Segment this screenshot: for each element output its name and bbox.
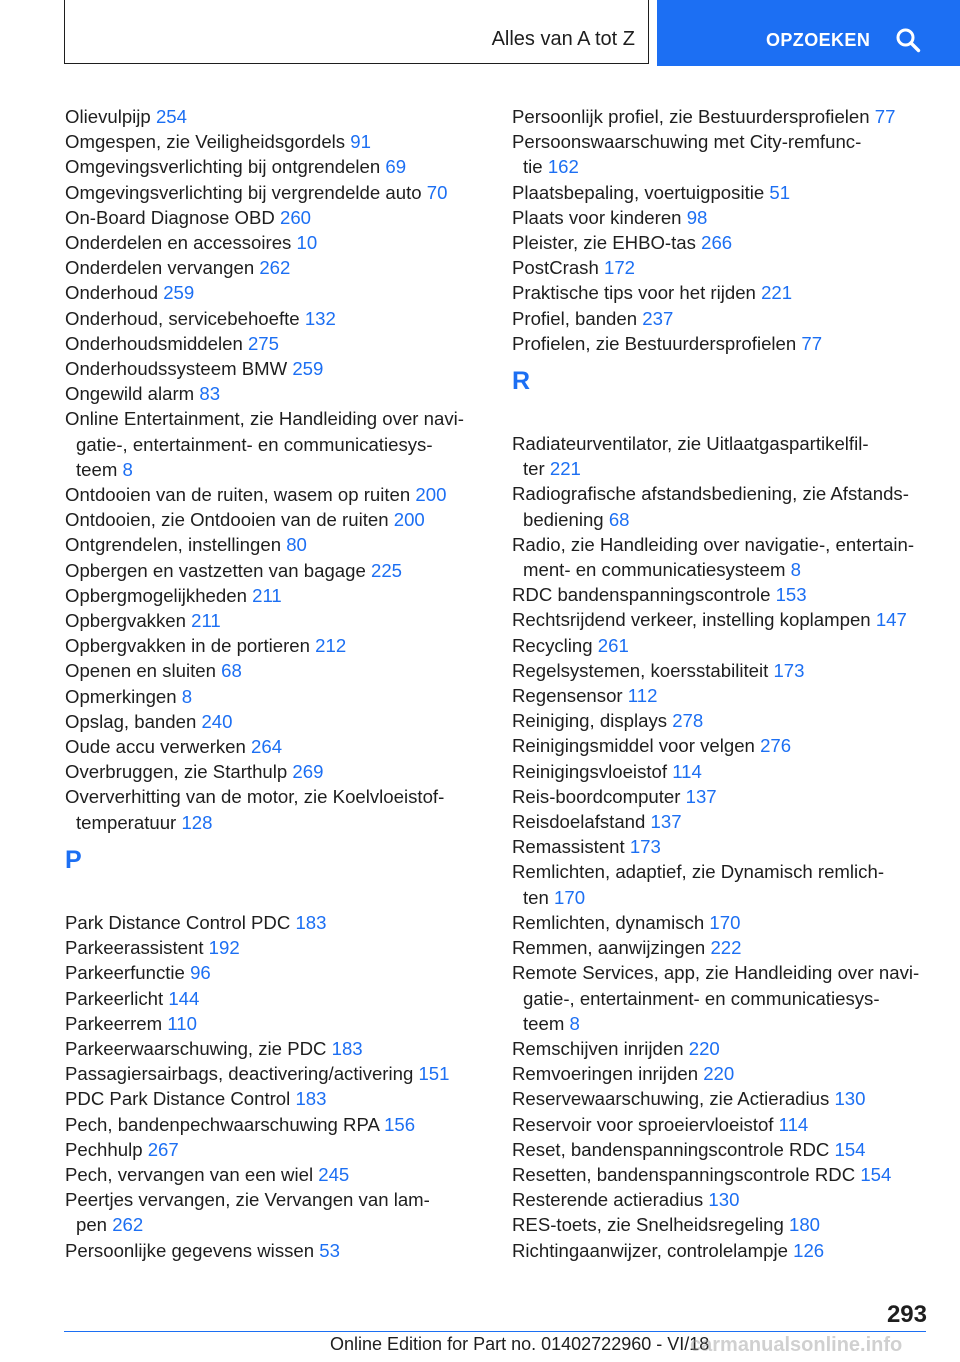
- page-link[interactable]: 200: [393, 509, 425, 531]
- index-column-right: [512, 104, 937, 1263]
- page-link[interactable]: 192: [208, 937, 240, 959]
- page-link[interactable]: 153: [775, 584, 807, 606]
- index-entry: [65, 255, 485, 280]
- search-button[interactable]: [657, 0, 960, 66]
- page-link[interactable]: 221: [761, 282, 793, 304]
- index-entry: [512, 1036, 937, 1061]
- page-link[interactable]: 254: [155, 106, 187, 127]
- index-entry: [512, 1162, 937, 1187]
- index-entry: [512, 708, 937, 733]
- page-link[interactable]: 144: [168, 987, 200, 1009]
- page-link[interactable]: 267: [147, 1138, 179, 1160]
- index-entry-text: RDC bandenspanningscontrole: [512, 584, 771, 606]
- index-entry: [65, 910, 485, 935]
- page-link[interactable]: 278: [672, 710, 704, 732]
- page-link[interactable]: 173: [773, 659, 805, 681]
- index-entry-text: Reiniging, displays: [512, 710, 668, 732]
- index-entry: [65, 935, 485, 960]
- page-number: 293: [886, 1301, 927, 1328]
- page-link[interactable]: 68: [221, 660, 242, 682]
- index-entry-text: Oude accu verwerken: [65, 736, 246, 758]
- index-entry: [512, 1212, 937, 1237]
- index-entry-text: Omgevingsverlichting bij vergrendelde auto: [65, 181, 422, 203]
- index-entry: [65, 154, 485, 179]
- index-entry: [512, 431, 937, 481]
- page-link[interactable]: 10: [296, 232, 318, 254]
- index-entry: [512, 784, 937, 809]
- page-link[interactable]: 91: [350, 131, 371, 153]
- index-entry: [512, 1238, 937, 1263]
- index-entry: [512, 733, 937, 758]
- index-entry-text: Park Distance Control PDC: [65, 911, 291, 933]
- page-link[interactable]: 147: [875, 609, 907, 631]
- index-section-letter: R: [512, 367, 531, 396]
- index-entry-text: Online Entertainment, zie Handleiding over navi-: [65, 408, 464, 430]
- index-entry: [65, 784, 485, 834]
- page-link[interactable]: 132: [304, 307, 336, 329]
- page-link[interactable]: 269: [292, 761, 324, 783]
- index-entry-text: Remlichten, dynamisch: [512, 911, 705, 933]
- index-entry-text: Olievulpijp: [65, 106, 151, 127]
- index-entry: [65, 129, 485, 154]
- page-link[interactable]: 96: [190, 962, 211, 984]
- index-entry-text: Omgespen, zie Veiligheidsgordels: [65, 131, 346, 153]
- page-link[interactable]: 220: [688, 1037, 720, 1059]
- index-entry-text: Parkeerassistent: [65, 937, 204, 959]
- index-entry-text: Profiel, banden: [512, 307, 638, 329]
- page-link[interactable]: 8: [122, 458, 133, 480]
- index-entry: [65, 658, 485, 683]
- page-link[interactable]: 110: [167, 1012, 197, 1034]
- page-link[interactable]: 80: [286, 534, 307, 556]
- page-link[interactable]: 276: [760, 735, 792, 757]
- index-entry: [65, 583, 485, 608]
- index-entry-text: Remassistent: [512, 836, 625, 858]
- index-entry: [512, 582, 937, 607]
- index-entry-text: Opbergmogelijkheden: [65, 584, 247, 606]
- page-link[interactable]: 222: [710, 937, 742, 959]
- page-link[interactable]: 130: [834, 1088, 866, 1110]
- index-entry-text: Pechhulp: [65, 1138, 143, 1160]
- index-entry: [512, 180, 937, 205]
- index-entry-text: Parkeerrem: [65, 1012, 163, 1034]
- index-entry-text: Overbruggen, zie Starthulp: [65, 761, 288, 783]
- index-entry: [512, 481, 937, 531]
- index-entry-text: Parkeerlicht: [65, 987, 164, 1009]
- index-entry: [65, 558, 485, 583]
- index-entry: [512, 205, 937, 230]
- index-entry: [65, 280, 485, 305]
- page-link[interactable]: 112: [627, 685, 658, 707]
- index-entry-text: Parkeerfunctie: [65, 962, 185, 984]
- index-entry: [65, 331, 485, 356]
- page-link[interactable]: 154: [860, 1163, 892, 1185]
- index-entry-text: Peertjes vervangen, zie Vervangen van lam-: [65, 1189, 430, 1211]
- page-link[interactable]: 69: [385, 156, 407, 178]
- page-link[interactable]: 245: [318, 1163, 350, 1185]
- index-entry-text: PDC Park Distance Control: [65, 1088, 291, 1110]
- index-entry: [65, 1061, 485, 1086]
- page-link[interactable]: 173: [629, 836, 661, 858]
- index-entry-text: Ongewild alarm: [65, 383, 195, 405]
- index-entry: [65, 104, 485, 129]
- index-entry-text: Onderhoud, servicebehoefte: [65, 307, 300, 329]
- index-entry-text: Reservewaarschuwing, zie Actieradius: [512, 1088, 830, 1110]
- page-header: [0, 0, 960, 66]
- index-entry: [512, 129, 937, 179]
- index-entry: [65, 1112, 485, 1137]
- page-link[interactable]: 68: [608, 508, 630, 530]
- page-link[interactable]: 200: [415, 484, 447, 506]
- index-entry-text: Remschijven inrijden: [512, 1037, 684, 1059]
- index-entry: [512, 910, 937, 935]
- index-entry: [512, 255, 937, 280]
- index-entry-text: Reservoir voor sproeiervloeistof: [512, 1113, 774, 1135]
- index-entry-text: Radiografische afstandsbediening, zie Afstands-: [512, 483, 909, 505]
- page-link[interactable]: 183: [295, 1088, 327, 1110]
- page-link[interactable]: 156: [384, 1113, 416, 1135]
- index-entry-text: Reinigingsmiddel voor velgen: [512, 735, 755, 757]
- index-entry-text: Opmerkingen: [65, 685, 177, 707]
- index-entry: [512, 935, 937, 960]
- page-link[interactable]: 114: [672, 760, 702, 782]
- index-entry: [65, 406, 485, 482]
- index-entry: [512, 280, 937, 305]
- index-entry-text: gatie-, entertainment- en communicatiesys-: [76, 433, 433, 455]
- index-entry-text: tie: [523, 156, 543, 178]
- page-link[interactable]: 211: [252, 584, 282, 606]
- page-link[interactable]: 8: [790, 559, 801, 581]
- index-entry: [512, 306, 937, 331]
- index-entry-text: Opslag, banden: [65, 710, 197, 732]
- index-entry-text: Persoonlijk profiel, zie Bestuurdersprofielen: [512, 106, 870, 127]
- index-entry-text: teem: [76, 458, 118, 480]
- page-link[interactable]: 262: [112, 1214, 144, 1236]
- index-entry-text: Reinigingsvloeistof: [512, 760, 668, 782]
- page-link[interactable]: 170: [709, 911, 741, 933]
- index-entry-text: Persoonlijke gegevens wissen: [65, 1239, 315, 1261]
- index-entry-text: Reis-boordcomputer: [512, 785, 681, 807]
- index-entry-text: gatie-, entertainment- en communicatiesys-: [523, 987, 880, 1009]
- index-entry: [512, 1187, 937, 1212]
- index-entry-text: Remvoeringen inrijden: [512, 1063, 699, 1085]
- page-link[interactable]: 154: [834, 1138, 866, 1160]
- index-entry: [512, 1137, 937, 1162]
- page-link[interactable]: 53: [319, 1239, 340, 1261]
- page-link[interactable]: 240: [201, 710, 233, 732]
- watermark: carmanualsonline.info: [690, 1334, 903, 1356]
- search-button-label: OPZOEKEN: [766, 30, 871, 50]
- index-entry-text: Pleister, zie EHBO-tas: [512, 232, 696, 254]
- index-entry-text: Resetten, bandenspanningscontrole RDC: [512, 1163, 856, 1185]
- index-entry-text: Regelsystemen, koersstabiliteit: [512, 659, 769, 681]
- index-entry-text: Ontdooien, zie Ontdooien van de ruiten: [65, 509, 389, 531]
- index-entry: [65, 709, 485, 734]
- index-entry: [65, 532, 485, 557]
- index-entry: [65, 759, 485, 784]
- index-entry-text: RES-toets, zie Snelheidsregeling: [512, 1214, 784, 1236]
- index-entry-text: Onderdelen en accessoires: [65, 232, 292, 254]
- page-link[interactable]: 259: [163, 282, 195, 304]
- page-link[interactable]: 260: [279, 206, 312, 228]
- index-entry-text: Onderdelen vervangen: [65, 257, 255, 279]
- index-entry-text: Opbergvakken in de portieren: [65, 635, 310, 657]
- index-entry-text: Ontdooien van de ruiten, wasem op ruiten: [65, 484, 411, 506]
- index-entry: [65, 230, 485, 255]
- page-link[interactable]: 98: [686, 206, 708, 228]
- index-entry-text: On-Board Diagnose OBD: [65, 206, 275, 228]
- page-link[interactable]: 237: [642, 307, 674, 329]
- index-entry-text: Regensensor: [512, 685, 623, 707]
- index-entry: [512, 607, 937, 632]
- index-entry: [512, 809, 937, 834]
- index-entry-text: Resterende actieradius: [512, 1189, 704, 1211]
- index-entry: [65, 960, 485, 985]
- index-entry: [65, 356, 485, 381]
- index-entry: [65, 306, 485, 331]
- index-entry-text: Opbergen en vastzetten van bagage: [65, 559, 366, 581]
- page-link[interactable]: 170: [554, 886, 586, 908]
- page-link[interactable]: 151: [418, 1063, 450, 1085]
- index-entry: [512, 834, 937, 859]
- index-entry: [512, 633, 937, 658]
- page-link[interactable]: 225: [371, 559, 403, 581]
- page-link[interactable]: 130: [708, 1189, 740, 1211]
- index-entry-text: Parkeerwaarschuwing, zie PDC: [65, 1037, 327, 1059]
- page-link[interactable]: 275: [247, 332, 279, 354]
- index-entry: [65, 1086, 485, 1111]
- index-column-left: [65, 104, 485, 1263]
- page-link[interactable]: 137: [685, 785, 717, 807]
- page-link[interactable]: 259: [292, 358, 324, 380]
- index-entry: [65, 734, 485, 759]
- index-entry-text: Richtingaanwijzer, controlelampje: [512, 1239, 788, 1261]
- index-entry-text: Openen en sluiten: [65, 660, 216, 682]
- index-entry: [65, 1187, 485, 1237]
- index-entry: [65, 1011, 485, 1036]
- index-entry-text: Onderhoudssysteem BMW: [65, 358, 288, 380]
- index-entry-text: Persoonswaarschuwing met City-remfunc-: [512, 131, 862, 153]
- page-link[interactable]: 183: [331, 1037, 363, 1059]
- page-link[interactable]: 114: [778, 1113, 809, 1135]
- page-link[interactable]: 51: [769, 181, 791, 203]
- index-entry-text: Plaats voor kinderen: [512, 206, 682, 228]
- index-entry-text: ter: [523, 458, 545, 480]
- index-entry: [512, 1086, 937, 1111]
- page-link[interactable]: 162: [547, 156, 579, 178]
- footer-edition-text: Online Edition for Part no. 01402722960 - VI/18: [330, 1334, 710, 1354]
- footer-divider: [64, 1331, 926, 1332]
- page-link[interactable]: 183: [295, 911, 327, 933]
- index-entry-text: Profielen, zie Bestuurdersprofielen: [512, 332, 797, 354]
- index-entry: [65, 482, 485, 507]
- index-entry: [65, 1036, 485, 1061]
- index-entry: [512, 104, 937, 129]
- page-link[interactable]: 221: [549, 458, 581, 480]
- index-entry: [512, 658, 937, 683]
- index-entry-text: Remote Services, app, zie Handleiding over navi-: [512, 962, 920, 984]
- index-entry: [512, 960, 937, 1036]
- page-link[interactable]: 212: [315, 635, 347, 657]
- index-section-letter: P: [65, 845, 82, 874]
- page-link[interactable]: 180: [789, 1214, 821, 1236]
- index-entry-text: ment- en communicatiesysteem: [523, 559, 786, 581]
- page-link[interactable]: 126: [793, 1239, 825, 1261]
- page-link[interactable]: 262: [259, 257, 291, 279]
- index-entry: [65, 1238, 485, 1263]
- index-entry-text: Passagiersairbags, deactivering/activering: [65, 1063, 414, 1085]
- index-entry: [65, 608, 485, 633]
- index-entry-text: Radiateurventilator, zie Uitlaatgaspartikelfil-: [512, 433, 869, 455]
- index-entry-text: Onderhoud: [65, 282, 159, 304]
- index-entry-text: PostCrash: [512, 257, 599, 279]
- page-link[interactable]: 8: [569, 1012, 580, 1034]
- index-entry-text: Pech, bandenpechwaarschuwing RPA: [65, 1113, 379, 1135]
- page-link[interactable]: 266: [701, 232, 733, 254]
- index-entry-text: Praktische tips voor het rijden: [512, 282, 756, 304]
- index-entry: [65, 381, 485, 406]
- index-entry: [65, 1162, 485, 1187]
- index-entry-text: Radio, zie Handleiding over navigatie-, entertain-: [512, 533, 915, 555]
- index-entry-text: pen: [76, 1214, 108, 1236]
- index-entry: [512, 331, 937, 356]
- index-entry: [65, 507, 485, 532]
- page-link[interactable]: 172: [603, 257, 636, 279]
- index-entry: [512, 1061, 937, 1086]
- page-link[interactable]: 77: [801, 332, 823, 354]
- page-link[interactable]: 137: [650, 811, 682, 833]
- index-entry: [65, 1137, 485, 1162]
- index-entry: [512, 230, 937, 255]
- index-entry-text: Omgevingsverlichting bij ontgrendelen: [65, 156, 381, 178]
- index-entry: [512, 532, 937, 582]
- page-link[interactable]: 8: [181, 685, 193, 707]
- index-entry: [65, 633, 485, 658]
- index-entry: [65, 205, 485, 230]
- index-entry: [512, 859, 937, 909]
- page-link[interactable]: 128: [181, 811, 213, 833]
- index-entry-text: Recycling: [512, 634, 593, 656]
- index-entry-text: Reset, bandenspanningscontrole RDC: [512, 1138, 830, 1160]
- index-entry: [512, 683, 937, 708]
- index-entry: [65, 986, 485, 1011]
- index-entry-text: temperatuur: [76, 811, 177, 833]
- index-entry-text: Remmen, aanwijzingen: [512, 937, 706, 959]
- page-link[interactable]: 264: [251, 736, 283, 758]
- index-entry: [65, 180, 485, 205]
- index-entry-text: Opbergvakken: [65, 610, 186, 632]
- index-entry-text: Reisdoelafstand: [512, 811, 646, 833]
- page-link[interactable]: 77: [874, 106, 896, 127]
- page-link[interactable]: 83: [199, 383, 221, 405]
- index-entry-text: Remlichten, adaptief, zie Dynamisch remlich-: [512, 861, 885, 883]
- tab-a-to-z-label: Alles van A tot Z: [491, 28, 635, 50]
- search-icon: [895, 27, 921, 53]
- index-entry-text: Ontgrendelen, instellingen: [65, 534, 282, 556]
- index-entry-text: Rechtsrijdend verkeer, instelling koplampen: [512, 609, 871, 631]
- index-entry: [65, 684, 485, 709]
- index-entry-text: teem: [523, 1012, 565, 1034]
- page-link[interactable]: 220: [703, 1063, 735, 1085]
- index-entry-text: bediening: [523, 508, 604, 530]
- page-link[interactable]: 261: [597, 634, 629, 656]
- index-entry-text: ten: [523, 886, 549, 908]
- index-entry-text: Pech, vervangen van een wiel: [65, 1163, 314, 1185]
- index-entry-text: Plaatsbepaling, voertuigpositie: [512, 181, 765, 203]
- tab-a-to-z[interactable]: [64, 0, 649, 64]
- index-entry-text: Onderhoudsmiddelen: [65, 332, 243, 354]
- page-link[interactable]: 211: [191, 610, 221, 632]
- index-entry-text: Oververhitting van de motor, zie Koelvloeistof-: [65, 786, 445, 808]
- index-entry: [512, 1112, 937, 1137]
- index-entry: [512, 759, 937, 784]
- page-link[interactable]: 70: [426, 181, 448, 203]
